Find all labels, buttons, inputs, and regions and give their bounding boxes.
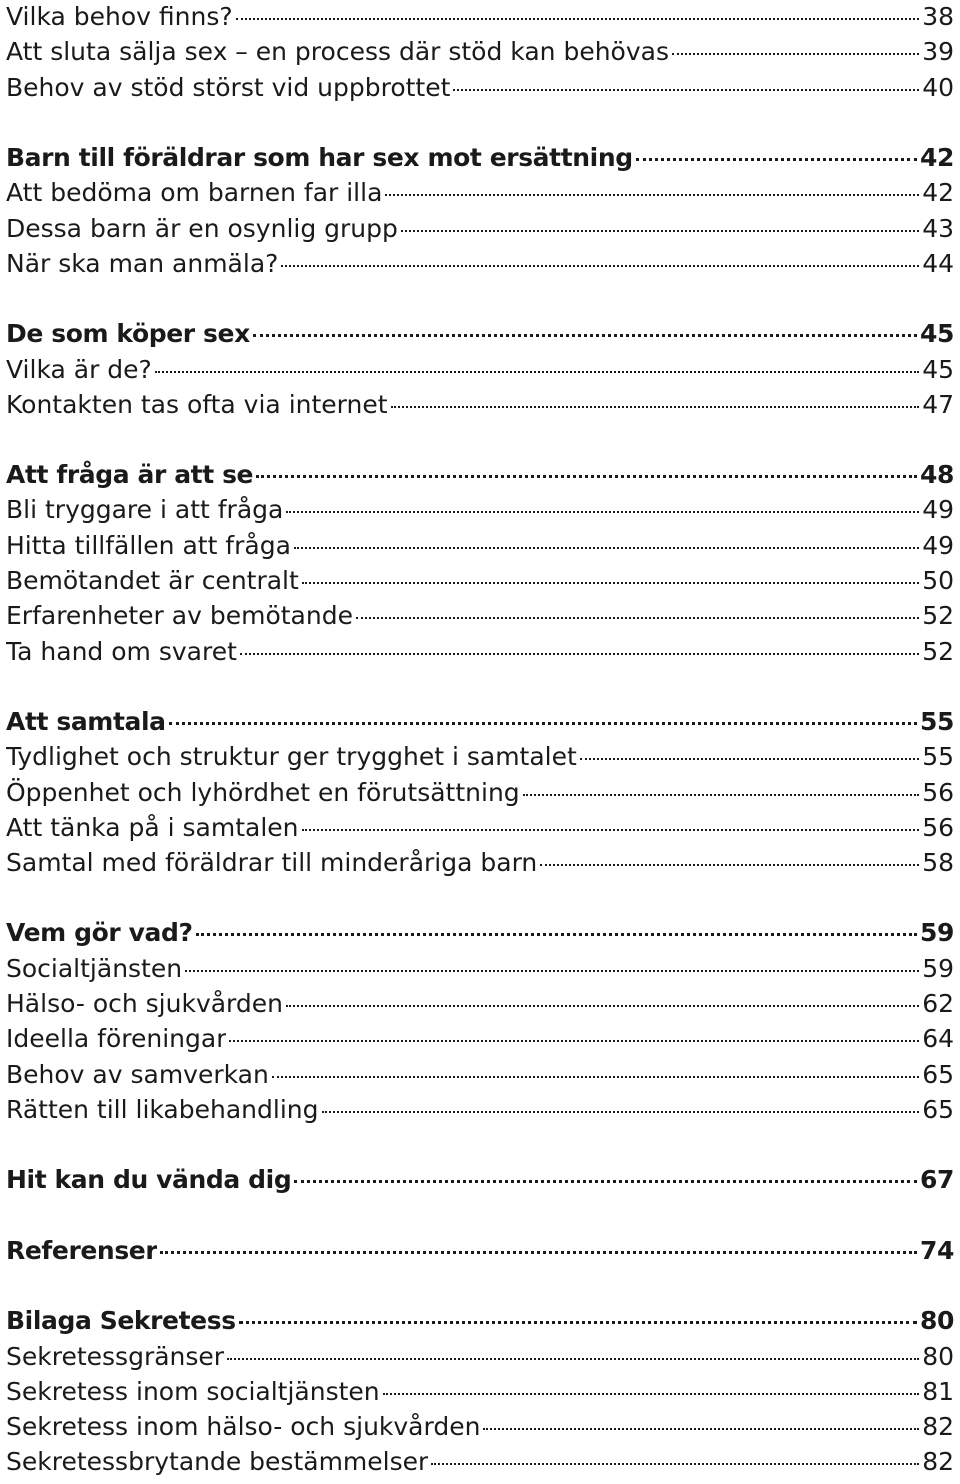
toc-entry-title: Att bedöma om barnen far illa (6, 178, 383, 207)
toc-leader-dots (239, 1321, 917, 1324)
toc-entry-title: Ta hand om svaret (6, 637, 237, 666)
toc-entry-page: 42 (920, 143, 954, 172)
toc-entry-title: När ska man anmäla? (6, 249, 279, 278)
toc-leader-dots (302, 582, 919, 584)
toc-entry (6, 845, 954, 880)
toc-entry-page: 59 (920, 918, 954, 947)
toc-entry (6, 1057, 954, 1092)
toc-entry-page: 50 (922, 566, 954, 595)
toc-entry-title: Hitta tillfällen att fråga (6, 531, 291, 560)
toc-entry-page: 52 (922, 637, 954, 666)
toc-entry (6, 1339, 954, 1374)
toc-entry-page: 56 (922, 813, 954, 842)
toc-entry-title: Behov av stöd störst vid uppbrottet (6, 73, 451, 102)
toc-entry-page: 59 (922, 954, 954, 983)
toc-entry-page: 65 (922, 1095, 954, 1124)
toc-entry-page: 80 (920, 1306, 954, 1335)
toc-section-heading (6, 915, 954, 950)
toc-entry-page: 55 (922, 742, 954, 771)
toc-section-heading (6, 704, 954, 739)
toc-entry-title: Att fråga är att se (6, 460, 254, 489)
toc-entry-page: 62 (922, 989, 954, 1018)
toc-entry-page: 58 (922, 848, 954, 877)
toc-entry-page: 80 (922, 1342, 954, 1371)
toc-entry-title: Socialtjänsten (6, 954, 183, 983)
toc-leader-dots (160, 1251, 917, 1254)
toc-entry (6, 986, 954, 1021)
toc-leader-dots (401, 230, 919, 232)
toc-entry-title: Sekretess inom socialtjänsten (6, 1377, 380, 1406)
toc-leader-dots (294, 1180, 917, 1183)
toc-entry-title: Öppenhet och lyhördhet en förutsättning (6, 778, 520, 807)
toc-leader-dots (672, 53, 919, 55)
toc-section-heading (6, 316, 954, 351)
toc-entry-title: Bemötandet är centralt (6, 566, 299, 595)
toc-entry-title: Vem gör vad? (6, 918, 193, 947)
toc-entry (6, 810, 954, 845)
toc-leader-dots (383, 1393, 920, 1395)
toc-entry-page: 82 (922, 1447, 954, 1476)
toc-entry-page: 40 (922, 73, 954, 102)
toc-leader-dots (385, 194, 919, 196)
toc-entry-title: Barn till föräldrar som har sex mot ersättning (6, 143, 633, 172)
toc-leader-dots (636, 158, 917, 161)
toc-entry-page: 44 (922, 249, 954, 278)
toc-leader-dots (229, 1040, 919, 1042)
toc-leader-dots (227, 1358, 919, 1360)
toc-leader-dots (281, 265, 919, 267)
toc-entry-page: 82 (922, 1412, 954, 1441)
toc-entry-title: Vilka behov finns? (6, 2, 233, 31)
toc-section-heading (6, 1303, 954, 1338)
toc-entry (6, 352, 954, 387)
toc-entry-page: 45 (922, 355, 954, 384)
toc-entry-page: 67 (920, 1165, 954, 1194)
toc-leader-dots (580, 758, 919, 760)
toc-entry-title: Referenser (6, 1236, 158, 1265)
toc-entry (6, 492, 954, 527)
toc-leader-dots (256, 475, 917, 478)
toc-leader-dots (253, 334, 917, 337)
toc-entry (6, 598, 954, 633)
toc-entry-page: 74 (920, 1236, 954, 1265)
toc-entry (6, 775, 954, 810)
toc-entry (6, 175, 954, 210)
toc-leader-dots (236, 18, 920, 20)
toc-entry (6, 211, 954, 246)
toc-leader-dots (431, 1463, 919, 1465)
toc-entry (6, 528, 954, 563)
toc-entry (6, 951, 954, 986)
toc-entry (6, 739, 954, 774)
toc-entry (6, 1409, 954, 1444)
toc-leader-dots (185, 970, 919, 972)
toc-leader-dots (453, 89, 919, 91)
toc-entry-title: Att samtala (6, 707, 166, 736)
toc-leader-dots (322, 1111, 920, 1113)
toc-entry (6, 387, 954, 422)
toc-entry (6, 1021, 954, 1056)
toc-entry (6, 634, 954, 669)
toc-entry-title: Kontakten tas ofta via internet (6, 390, 388, 419)
toc-entry (6, 0, 954, 34)
toc-entry-page: 42 (922, 178, 954, 207)
toc-leader-dots (356, 617, 919, 619)
toc-entry-page: 81 (922, 1377, 954, 1406)
toc-entry-title: Tydlighet och struktur ger trygghet i samtalet (6, 742, 577, 771)
toc-entry-page: 56 (922, 778, 954, 807)
toc-leader-dots (196, 933, 917, 936)
toc-entry (6, 1444, 954, 1479)
toc-entry-title: De som köper sex (6, 319, 250, 348)
toc-entry-page: 45 (920, 319, 954, 348)
toc-entry-page: 49 (922, 495, 954, 524)
toc-entry (6, 246, 954, 281)
toc-leader-dots (286, 511, 919, 513)
toc-entry-page: 65 (922, 1060, 954, 1089)
toc-leader-dots (286, 1005, 919, 1007)
toc-entry (6, 34, 954, 69)
toc-entry-title: Erfarenheter av bemötande (6, 601, 353, 630)
toc-entry-page: 64 (922, 1024, 954, 1053)
toc-leader-dots (294, 547, 919, 549)
toc-entry (6, 70, 954, 105)
toc-leader-dots (155, 371, 919, 373)
toc-entry-title: Vilka är de? (6, 355, 152, 384)
toc-section-heading (6, 1162, 954, 1197)
toc-leader-dots (302, 829, 920, 831)
toc-entry-page: 39 (922, 37, 954, 66)
toc-entry-title: Bilaga Sekretess (6, 1306, 236, 1335)
toc-leader-dots (391, 406, 920, 408)
toc-leader-dots (540, 864, 919, 866)
toc-entry-title: Sekretessbrytande bestämmelser (6, 1447, 429, 1476)
toc-entry-page: 49 (922, 531, 954, 560)
toc-entry-title: Behov av samverkan (6, 1060, 269, 1089)
toc-section-heading (6, 1233, 954, 1268)
toc-entry-title: Samtal med föräldrar till minderåriga barn (6, 848, 538, 877)
toc-entry-title: Att sluta sälja sex – en process där stöd kan behövas (6, 37, 669, 66)
toc-entry-title: Rätten till likabehandling (6, 1095, 319, 1124)
toc-entry-page: 52 (922, 601, 954, 630)
toc-entry-page: 47 (922, 390, 954, 419)
toc-leader-dots (483, 1428, 919, 1430)
toc-entry-page: 43 (922, 214, 954, 243)
toc-entry-title: Hit kan du vända dig (6, 1165, 292, 1194)
toc-entry-title: Sekretessgränser (6, 1342, 225, 1371)
toc-section-heading (6, 457, 954, 492)
toc-leader-dots (169, 722, 917, 725)
toc-entry-title: Sekretess inom hälso- och sjukvården (6, 1412, 481, 1441)
toc-entry-title: Hälso- och sjukvården (6, 989, 283, 1018)
toc-entry-page: 48 (920, 460, 954, 489)
toc-entry-title: Dessa barn är en osynlig grupp (6, 214, 398, 243)
toc-entry-page: 55 (920, 707, 954, 736)
toc-entry (6, 563, 954, 598)
toc-entry (6, 1374, 954, 1409)
toc-entry-title: Ideella föreningar (6, 1024, 227, 1053)
toc-leader-dots (523, 794, 920, 796)
toc-leader-dots (240, 653, 919, 655)
toc-entry-page: 38 (922, 2, 954, 31)
toc-entry-title: Att tänka på i samtalen (6, 813, 299, 842)
toc-section-heading (6, 140, 954, 175)
toc-leader-dots (272, 1076, 919, 1078)
toc-entry (6, 1092, 954, 1127)
toc-entry-title: Bli tryggare i att fråga (6, 495, 284, 524)
